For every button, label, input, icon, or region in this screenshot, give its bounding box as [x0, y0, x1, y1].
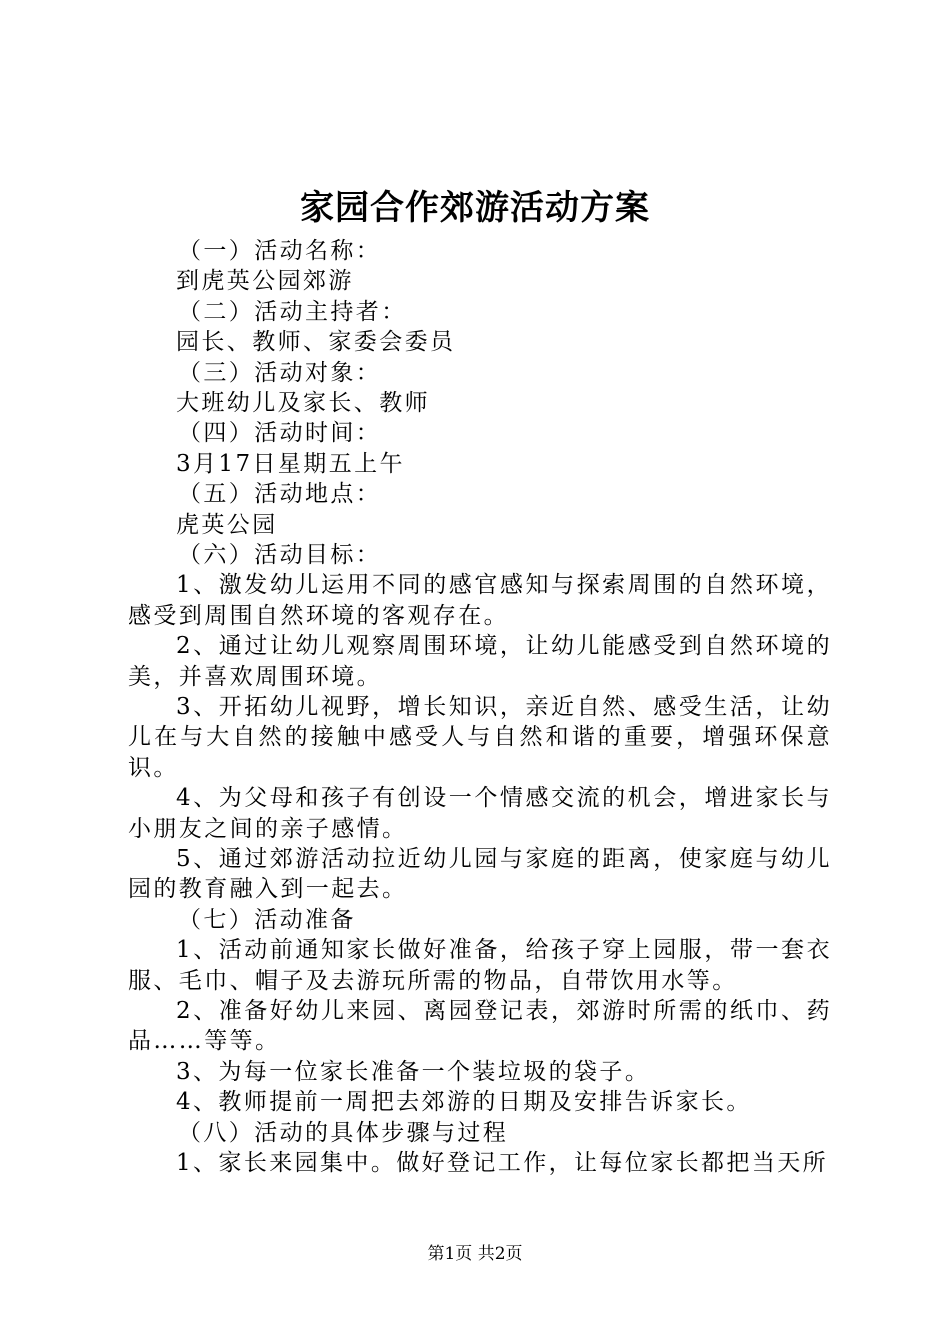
section-4-heading: （四）活动时间： — [178, 420, 382, 447]
document-title: 家园合作郊游活动方案 — [300, 188, 650, 228]
prep-paragraph-3: 3、为每一位家长准备一个装垃圾的袋子。 — [176, 1058, 651, 1085]
goal-paragraph-2: 2、通过让幼儿观察周围环境，让幼儿能感受到自然环境的美，并喜欢周围环境。 — [128, 633, 832, 690]
goal-paragraph-4: 4、为父母和孩子有创设一个情感交流的机会，增进家长与小朋友之间的亲子感情。 — [128, 785, 832, 842]
section-5-heading: （五）活动地点： — [178, 481, 382, 508]
section-3-heading: （三）活动对象： — [178, 359, 382, 386]
goal-paragraph-1: 1、激发幼儿运用不同的感官感知与探索周围的自然环境，感受到周围自然环境的客观存在。 — [128, 572, 832, 629]
goal-paragraph-5: 5、通过郊游活动拉近幼儿园与家庭的距离，使家庭与幼儿园的教育融入到一起去。 — [128, 845, 832, 903]
prep-paragraph-2: 2、准备好幼儿来园、离园登记表，郊游时所需的纸巾、药品……等等。 — [128, 997, 832, 1055]
prep-paragraph-4: 4、教师提前一周把去郊游的日期及安排告诉家长。 — [176, 1089, 752, 1116]
section-4-content: 3月17日星期五上午 — [176, 450, 405, 477]
section-1-heading: （一）活动名称： — [178, 238, 382, 264]
section-8-heading: （八）活动的具体步骤与过程 — [178, 1119, 509, 1146]
page-number-footer: 第1页 共2页 — [427, 1244, 523, 1264]
goal-paragraph-3: 3、开拓幼儿视野，增长知识，亲近自然、感受生活，让幼儿在与大自然的接触中感受人与自然和谐的重要，增强环保意识。 — [128, 693, 832, 781]
section-7-heading: （七）活动准备 — [178, 906, 356, 933]
section-5-content: 虎英公园 — [176, 511, 278, 538]
section-6-heading: （六）活动目标： — [178, 541, 382, 568]
section-2-heading: （二）活动主持者： — [178, 298, 407, 325]
section-2-content: 园长、教师、家委会委员 — [176, 329, 456, 356]
document-body — [128, 236, 832, 1178]
prep-paragraph-1: 1、活动前通知家长做好准备，给孩子穿上园服，带一套衣服、毛巾、帽子及去游玩所需的物品，自带饮用水等。 — [128, 937, 832, 994]
section-3-content: 大班幼儿及家长、教师 — [176, 389, 430, 416]
section-1-content: 到虎英公园郊游 — [176, 268, 354, 295]
step-paragraph-1: 1、家长来园集中。做好登记工作，让每位家长都把当天所 — [176, 1149, 829, 1176]
